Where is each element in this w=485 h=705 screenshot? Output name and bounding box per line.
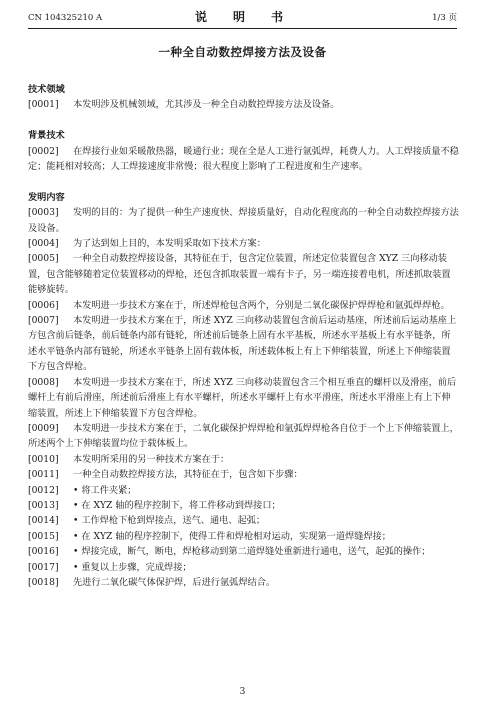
paragraph-number: [0007] <box>28 315 59 327</box>
document-type: 说 明 书 <box>194 10 290 24</box>
document-body <box>28 82 459 590</box>
paragraph-number: [0018] <box>28 576 59 588</box>
paragraph <box>28 483 459 498</box>
paragraph-text: 为了达到如上目的，本发明采取如下技术方案： <box>73 238 266 250</box>
paragraph-number: [0010] <box>28 453 59 465</box>
paragraph-number: [0006] <box>28 299 59 311</box>
paragraph-text: • 重复以上步骤，完成焊接； <box>73 561 192 573</box>
paragraph <box>28 544 459 559</box>
paragraph-text: • 在 XYZ 轴的程序控制下，将工件移动到焊接口； <box>73 499 281 511</box>
paragraph-number: [0015] <box>28 530 59 542</box>
paragraph-text: 本发明所采用的另一种技术方案在于： <box>73 453 230 465</box>
page-number: 3 <box>239 687 246 697</box>
paragraph-number: [0014] <box>28 515 59 527</box>
paragraph <box>28 205 459 236</box>
paragraph <box>28 236 459 251</box>
paragraph-number: [0005] <box>28 253 59 265</box>
header-rule <box>28 28 457 29</box>
paragraph <box>28 560 459 575</box>
paragraph <box>28 575 459 590</box>
paragraph <box>28 144 459 175</box>
section-heading-background: 背景技术 <box>28 130 65 142</box>
paragraph-number: [0016] <box>28 546 59 558</box>
paragraph-text: 本发明进一步技术方案在于，二氧化碳保护焊焊枪和氩弧焊焊枪各自位于一个上下伸缩装置上，所述两个上下伸缩装置均位于载体板上。 <box>28 422 459 450</box>
paragraph-text: 在焊接行业如采暖散热器，暖通行业；现在全是人工进行氩弧焊，耗费人力。人工焊接质量不稳定；能耗相对较高；人工焊接速度非常慢；很大程度上影响了工程进度和生产速率。 <box>28 145 459 173</box>
paragraph-number: [0013] <box>28 499 59 511</box>
paragraph <box>28 513 459 528</box>
paragraph-text: • 工作焊枪下枪到焊接点，送气、通电、起弧； <box>73 515 266 527</box>
paragraph-number: [0011] <box>28 469 59 481</box>
section-heading-summary: 发明内容 <box>28 191 65 203</box>
paragraph-text: 发明的目的：为了提供一种生产速度快、焊接质量好，自动化程度高的一种全自动数控焊接方法及设备。 <box>28 207 459 234</box>
paragraph <box>28 421 459 452</box>
paragraph-number: [0001] <box>28 99 59 111</box>
paragraph-number: [0003] <box>28 207 59 219</box>
paragraph-number: [0004] <box>28 238 59 250</box>
paragraph-text: • 焊接完成，断气，断电，焊枪移动到第二道焊缝处重新进行通电，送气，起弧的操作； <box>73 546 431 558</box>
section-heading-tech-field: 技术领域 <box>28 84 65 95</box>
paragraph <box>28 298 459 313</box>
paragraph <box>28 251 459 297</box>
paragraph-number: [0008] <box>28 376 59 388</box>
paragraph <box>28 375 459 421</box>
patent-number: CN 104325210 A <box>28 13 103 23</box>
page-header <box>28 9 457 27</box>
paragraph <box>28 97 459 112</box>
page-info: 1/3 页 <box>432 13 457 23</box>
paragraph-text: • 在 XYZ 轴的程序控制下，使得工件和焊枪相对运动，实现第一道焊缝焊接； <box>73 530 391 542</box>
paragraph-text: • 将工件夹紧； <box>73 484 137 496</box>
paragraph-number: [0012] <box>28 484 59 496</box>
paragraph-text: 一种全自动数控焊接设备，其特征在于，包含定位装置，所述定位装置包含 XYZ 三向移动装置，包含能够随着定位装置移动的焊枪，还包含抓取装置一端有卡子，另一端连接着电机，所述抓取装置能够旋转。 <box>28 253 451 296</box>
paragraph-number: [0009] <box>28 422 59 434</box>
paragraph-text: 本发明涉及机械领域，尤其涉及一种全自动数控焊接方法及设备。 <box>73 99 340 111</box>
paragraph-text: 本发明进一步技术方案在于，所述 XYZ 三向移动装置包含前后运动基座，所述前后运动基座上方包含前后链条，前后链条内部有链轮，所述前后链条上固有水平基板，所述水平基板上有水平链条，所述水平链条内部有链轮，所述水平链条上固有载体板，所述载体板上有上下伸缩装置，所述上下伸缩装置下方包含焊枪。 <box>28 315 457 373</box>
paragraph <box>28 313 459 375</box>
paragraph-number: [0002] <box>28 145 59 157</box>
paragraph <box>28 452 459 467</box>
paragraph-text: 本发明进一步技术方案在于，所述 XYZ 三向移动装置包含三个相互垂直的螺杆以及滑座，前后螺杆上有前后滑座，所述前后滑座上有水平螺杆，所述水平螺杆上有水平滑座，所述水平滑座上有上下伸缩装置，所述上下伸缩装置下方包含焊枪。 <box>28 376 457 419</box>
paragraph-number: [0017] <box>28 561 59 573</box>
paragraph-text: 本发明进一步技术方案在于，所述焊枪包含两个，分别是二氧化碳保护焊焊枪和氩弧焊焊枪。 <box>73 299 450 311</box>
paragraph <box>28 498 459 513</box>
document-title: 一种全自动数控焊接方法及设备 <box>158 45 327 59</box>
paragraph <box>28 467 459 482</box>
paragraph-text: 先进行二氧化碳气体保护焊，后进行氩弧焊结合。 <box>73 576 276 588</box>
paragraph <box>28 529 459 544</box>
paragraph-text: 一种全自动数控焊接方法，其特征在于，包含如下步骤： <box>73 469 303 481</box>
